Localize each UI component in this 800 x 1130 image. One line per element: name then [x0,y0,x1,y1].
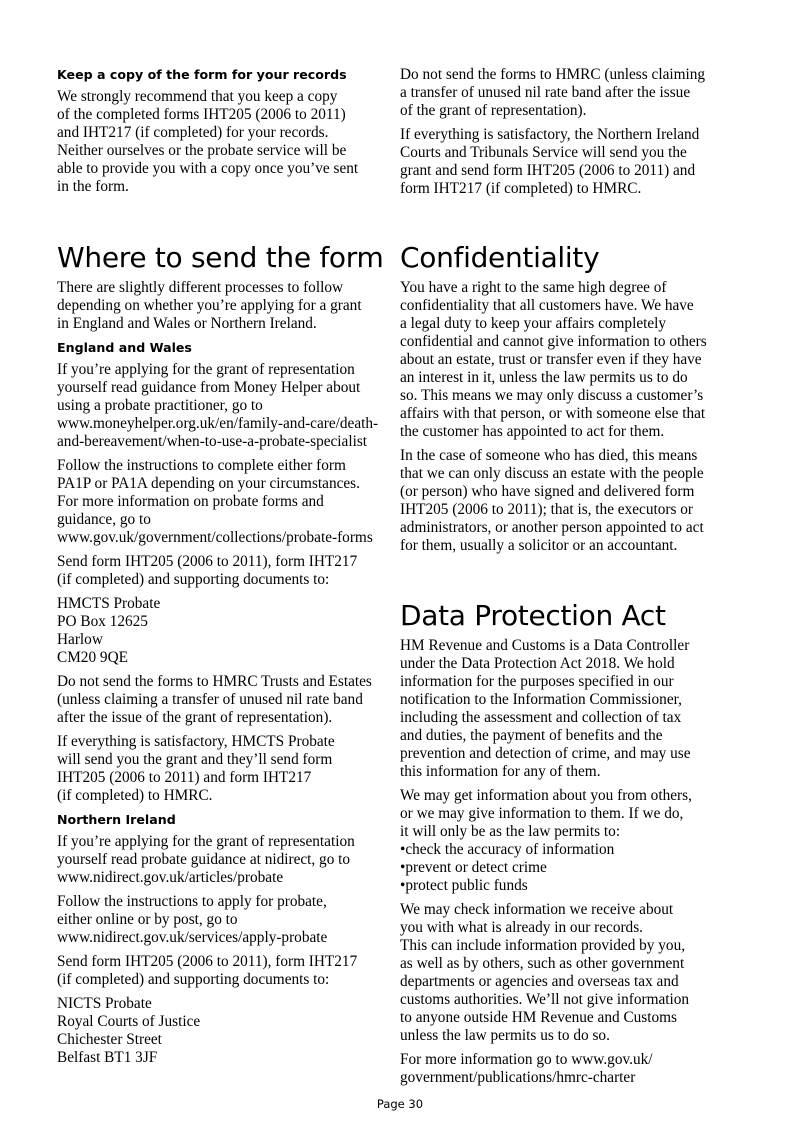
bullet-item: • protect public funds [400,877,740,895]
right-column [400,66,740,1093]
bullet-item: • prevent or detect crime [400,859,740,877]
confidentiality-title: Confidentiality [400,241,600,274]
england-wales-satisfactory: If everything is satisfactory, HMCTS Probate will send you the grant and they’ll send form IHT205 (2006 to 2011) and form IHT217 (if completed) to HMRC. [57,733,335,804]
england-wales-do-not-send: Do not send the forms to HMRC Trusts and Estates (unless claiming a transfer of unused nil rate band after the issue of the grant of representation). [57,673,372,726]
where-to-send-title: Where to send the form [57,241,384,274]
england-wales-forms: Follow the instructions to complete either form PA1P or PA1A depending on your circumstances. For more information on probate forms and guidance, go to www.gov.uk/government/collections/probate-forms [57,457,373,546]
england-wales-guidance: If you’re applying for the grant of representation yourself read guidance from Money Helper about using a probate practitioner, go to www.moneyhelper.org.uk/en/family-and-care/death- and-bereavement/when-to-use-a-probate-specialist [57,361,379,450]
left-column [57,66,387,1073]
confidentiality-text-2: In the case of someone who has died, this means that we can only discuss an estate with the people (or person) who have signed and delivered form IHT205 (2006 to 2011); that is, the executors or administrators, or another person appointed to act for them, usually a solicitor or an accountant. [400,447,704,554]
ni-satisfactory: If everything is satisfactory, the Northern Ireland Courts and Tribunals Service will send you the grant and send form IHT205 (2006 to 2011) and form IHT217 (if completed) to HMRC. [400,126,700,197]
data-protection-charter: For more information go to www.gov.uk/ government/publications/hmrc-charter [400,1051,653,1086]
ni-do-not-send: Do not send the forms to HMRC (unless claiming a transfer of unused nil rate band after the issue of the grant of representation). [400,66,706,119]
page-number: Page 30 [376,1097,424,1111]
data-protection-text-3: We may check information we receive about you with what is already in our records. This can include information provided by you, as well as by others, such as other government departments or agencies and overseas tax and customs authorities. We’ll not give information to anyone outside HM Revenue and Customs unless the law permits us to do so. [400,901,690,1044]
data-protection-title: Data Protection Act [400,599,666,632]
northern-ireland-apply: Follow the instructions to apply for probate, either online or by post, go to www.nidirect.gov.uk/services/apply-probate [57,893,328,946]
england-wales-heading: England and Wales [57,340,192,355]
bullet-item: • check the accuracy of information [400,841,740,859]
northern-ireland-send: Send form IHT205 (2006 to 2011), form IHT217 (if completed) and supporting documents to: [57,953,358,988]
where-to-send-intro: There are slightly different processes to follow depending on whether you’re applying for a grant in England and Wales or Northern Ireland. [57,279,362,332]
keep-copy-heading: Keep a copy of the form for your records [57,67,347,82]
northern-ireland-guidance: If you’re applying for the grant of representation yourself read probate guidance at nidirect, go to www.nidirect.gov.uk/articles/probate [57,833,355,886]
keep-copy-text: We strongly recommend that you keep a copy of the completed forms IHT205 (2006 to 2011) and IHT217 (if completed) for your records. Neither ourselves or the probate service will be able to provide you with a copy once you’ve sent in the form. [57,88,359,195]
data-protection-text-1: HM Revenue and Customs is a Data Controller under the Data Protection Act 2018. We hold information for the purposes specified in our notification to the Information Commissioner, including the assessment and collection of tax and duties, the payment of benefits and the prevention and detection of crime, and may use this information for any of them. [400,637,691,780]
nicts-address: NICTS Probate Royal Courts of Justice Chichester Street Belfast BT1 3JF [57,995,201,1066]
confidentiality-text-1: You have a right to the same high degree of confidentiality that all customers have. We have a legal duty to keep your affairs completely confidential and cannot give information to others about an estate, trust or transfer even if they have an interest in it, unless the law permits us to do so. This means we may only discuss a customer’s affairs with that person, or with someone else that the customer has appointed to act for them. [400,279,707,440]
england-wales-send: Send form IHT205 (2006 to 2011), form IHT217 (if completed) and supporting documents to: [57,553,358,588]
northern-ireland-heading: Northern Ireland [57,812,176,827]
data-protection-bullets [400,841,740,895]
hmcts-address: HMCTS Probate PO Box 12625 Harlow CM20 9QE [57,595,161,666]
data-protection-text-2: We may get information about you from others, or we may give information to them. If we do, it will only be as the law permits to: [400,787,692,840]
